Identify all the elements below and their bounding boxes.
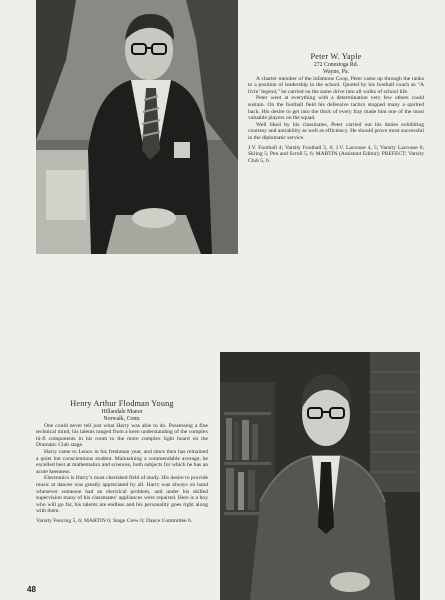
activities-list: J.V. Football 4; Varsity Football 5, 6; J.V. Lacrosse 4, 5; Varsity Lacrosse 6; Skiing 5; Pen and Scroll 5, 6; MARTIN (Assistant Editor); PREFECT; Varsity Club 5, 6.	[248, 144, 424, 164]
bio-paragraph: Peter went at everything with a determination very few others could sustain. On the football field his defensive tactics stopped many a spirited back. His desire to get into the thick of every fray made him one of the most valuable players on the squad.	[248, 95, 424, 122]
page-number: 48	[27, 585, 36, 594]
address-line: 272 Conestoga Rd.	[313, 62, 359, 68]
address-line: Wayne, Pa.	[322, 68, 350, 75]
bio-paragraph: One could never tell just what Harry was able to do. Possessing a fine technical mind, his talents ranged from a keen understanding of the complex hi-fi components in his room to the more complex light board on the Dramatic Club stage.	[36, 422, 208, 449]
bio-paragraph: Harry came to Lenox in his freshman year, and since then has remained a quiet but conscientious student. Maintaining a commendable average, he excelled best at mathematics and sciences, both subjects for which he has an acute keenness.	[36, 448, 208, 475]
portrait-yaple-graphic	[36, 0, 238, 254]
student-name: Henry Arthur Flodman Young	[70, 399, 174, 408]
portrait-photo-yaple	[36, 0, 238, 254]
activities-list: Varsity Fencing 5, 6; MARTIN 6; Stage Crew 6; Dance Committee 6.	[36, 517, 193, 524]
bio-paragraph: Electronics is Harry’s most cherished field of study. His desire to provide music at dances was greatly appreciated by all. Harry was always on hand whenever someone had an electrical problem, and under his skilled supervision many of his classmates’ appliances were repaired. Here is a boy who will go far, his talents are endless and his personality goes right along with them.	[36, 475, 208, 515]
portrait-young-graphic	[220, 352, 420, 600]
address-line: Norwalk, Conn.	[103, 415, 141, 422]
portrait-photo-young	[220, 352, 420, 600]
entry-henry-young	[36, 399, 208, 525]
address-line: Hillandale Manor	[101, 409, 143, 415]
entry-peter-yaple	[248, 52, 424, 164]
bio-paragraph: A charter member of the infamous Coop, Peter came up through the ranks to a position of leadership in the school. Quoted by his football coach as “A livin’ legend,” he carried on the same drive into all walks of school life.	[248, 75, 424, 95]
student-name: Peter W. Yaple	[310, 52, 362, 61]
bio-paragraph: Well liked by his classmates, Peter carried out his duties exhibiting courtesy and amiability as well as efficiency. He should prove most successful in the diplomatic service.	[248, 121, 424, 141]
